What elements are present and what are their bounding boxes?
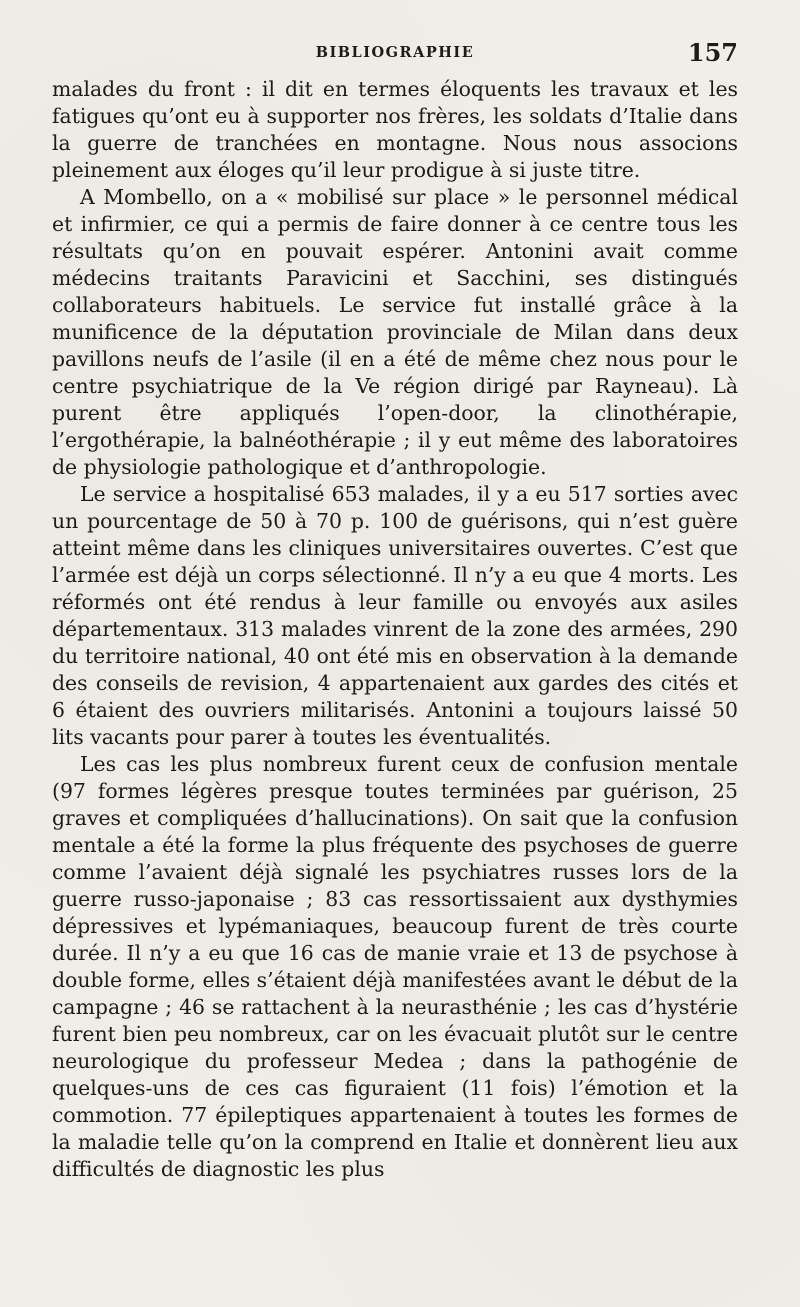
running-head <box>52 38 738 68</box>
body-text <box>52 76 738 1183</box>
page-number: 157 <box>687 38 738 67</box>
paragraph-statistics: Le service a hospitalisé 653 malades, il y a eu 517 sorties avec un pourcentage de 50 à 70 p. 100 de guérisons, qui n’est guère atteint même dans les cliniques universitaires ouvertes. C’est que l’armée est déjà un corps sélectionné. Il n’y a eu que 4 morts. Les réformés ont été rendus à leur famille ou envoyés aux asiles départementaux. 313 malades vinrent de la zone des armées, 290 du territoire national, 40 ont été mis en observation à la demande des conseils de revision, 4 appartenaient aux gardes des cités et 6 étaient des ouvriers militarisés. Antonini a toujours laissé 50 lits vacants pour parer à toutes les éventualités. <box>52 482 738 749</box>
paragraph-continued: malades du front : il dit en termes éloquents les travaux et les fatigues qu’ont eu à supporter nos frères, les soldats d’Italie dans la guerre de tranchées en montagne. Nous nous associons pleinement aux éloges qu’il leur prodigue à si juste titre. <box>52 77 738 182</box>
running-title: BIBLIOGRAPHIE <box>315 44 475 61</box>
footer-space <box>52 1183 738 1203</box>
paragraph-mombello: A Mombello, on a « mobilisé sur place » le personnel médical et infirmier, ce qui a permis de faire donner à ce centre tous les résultats qu’on en pouvait espérer. Antonini avait comme médecins traitants Paravicini et Sacchini, ses distingués collaborateurs habituels. Le service fut installé grâce à la munificence de la députation provinciale de Milan dans deux pavillons neufs de l’asile (il en a été de même chez nous pour le centre psychiatrique de la Ve région dirigé par Rayneau). Là purent être appliqués l’open-door, la clinothérapie, l’ergothérapie, la balnéothérapie ; il y eut même des laboratoires de physiologie pathologique et d’anthropologie. <box>52 185 738 479</box>
paragraph-case-types: Les cas les plus nombreux furent ceux de confusion mentale (97 formes légères presque toutes terminées par guérison, 25 graves et compliquées d’hallucinations). On sait que la confusion mentale a été la forme la plus fréquente des psychoses de guerre comme l’avaient déjà signalé les psychiatres russes lors de la guerre russo-japonaise ; 83 cas ressortissaient aux dysthymies dépressives et lypémaniaques, beaucoup furent de très courte durée. Il n’y a eu que 16 cas de manie vraie et 13 de psychose à double forme, elles s’étaient déjà manifestées avant le début de la campagne ; 46 se rattachent à la neurasthénie ; les cas d’hystérie furent bien peu nombreux, car on les évacuait plutôt sur le centre neurologique du professeur Medea ; dans la pathogénie de quelques-uns de ces cas figuraient (11 fois) l’émotion et la commotion. 77 épileptiques appartenaient à toutes les formes de la maladie telle qu’on la comprend en Italie et donnèrent lieu aux difficultés de diagnostic les plus <box>52 752 738 1181</box>
